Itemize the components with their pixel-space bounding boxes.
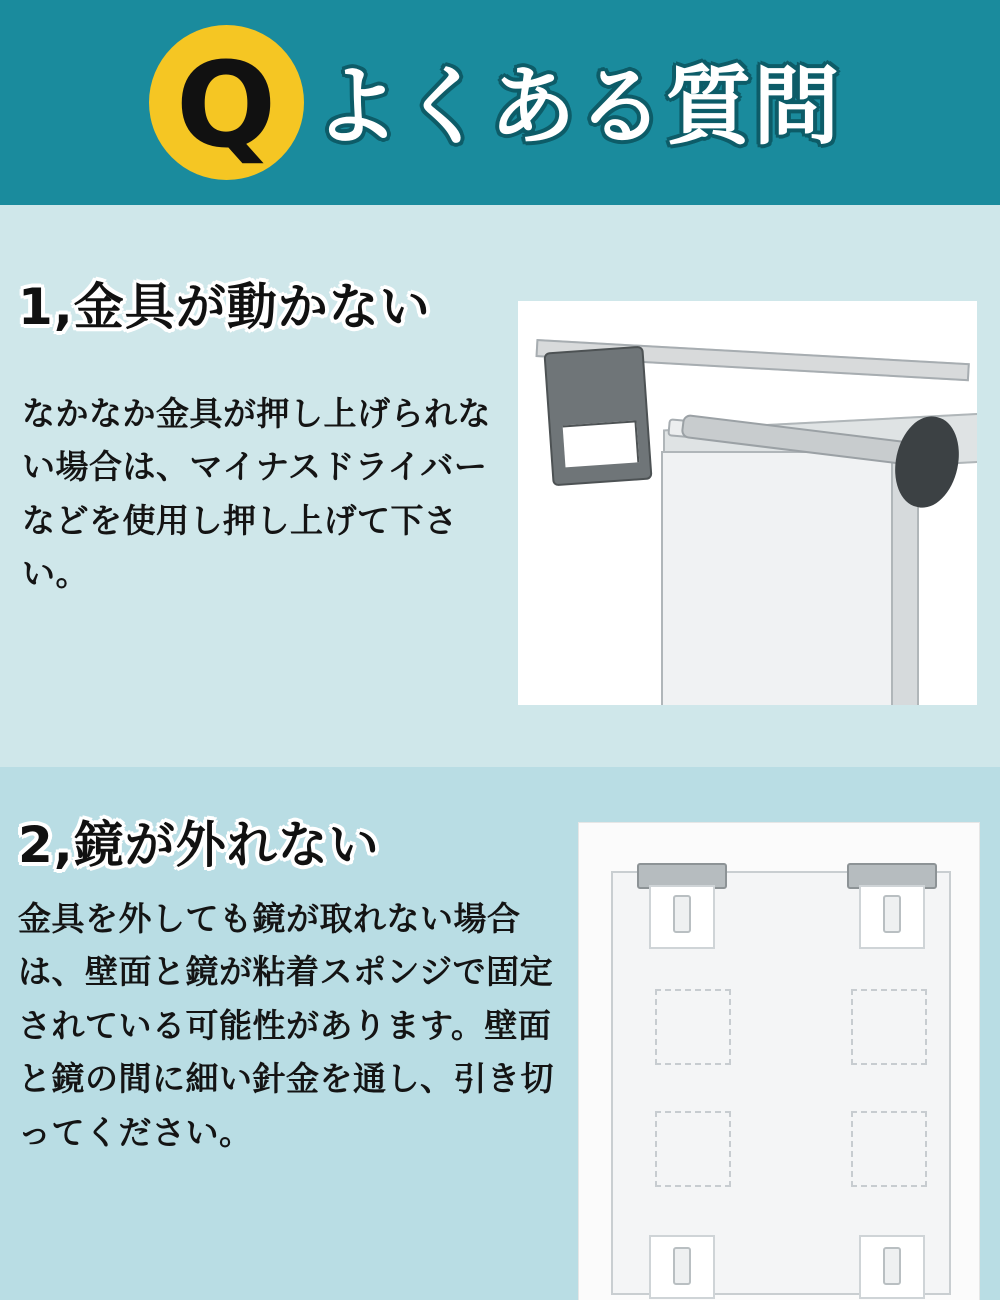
faq-item-1-heading: 1,金具が動かない bbox=[18, 278, 431, 336]
sponge-pad-3-shape bbox=[655, 1111, 731, 1187]
page-header bbox=[0, 0, 1000, 205]
sponge-pad-1-shape bbox=[655, 989, 731, 1065]
sponge-pad-2-shape bbox=[851, 989, 927, 1065]
faq-item-2-heading: 2,鏡が外れない bbox=[18, 816, 380, 874]
question-badge-letter: Q bbox=[175, 35, 277, 174]
faq-item-1-figure bbox=[518, 301, 977, 705]
metal-clip-shape bbox=[543, 346, 652, 487]
header-inner bbox=[149, 25, 842, 180]
metal-clip-notch-shape bbox=[563, 420, 640, 467]
faq-item-1 bbox=[0, 205, 1000, 767]
faq-item-1-body: なかなか金具が押し上げられない場合は、マイナスドライバーなどを使用し押し上げて下さい。 bbox=[22, 394, 491, 594]
clip-stem-top-left-shape bbox=[673, 895, 691, 933]
clip-stem-top-right-shape bbox=[883, 895, 901, 933]
mirror-face-shape bbox=[661, 451, 897, 705]
question-badge bbox=[149, 25, 304, 180]
sponge-pad-4-shape bbox=[851, 1111, 927, 1187]
clip-stem-bottom-right-shape bbox=[883, 1247, 901, 1285]
faq-item-2-body: 金具を外しても鏡が取れない場合は、壁面と鏡が粘着スポンジで固定されている可能性があります。壁面と鏡の間に細い針金を通し、引き切ってください。 bbox=[18, 899, 554, 1152]
faq-item-2-figure bbox=[578, 822, 980, 1300]
clip-stem-bottom-left-shape bbox=[673, 1247, 691, 1285]
page-title: よくある質問 bbox=[313, 56, 842, 157]
faq-item-2 bbox=[0, 767, 1000, 1300]
